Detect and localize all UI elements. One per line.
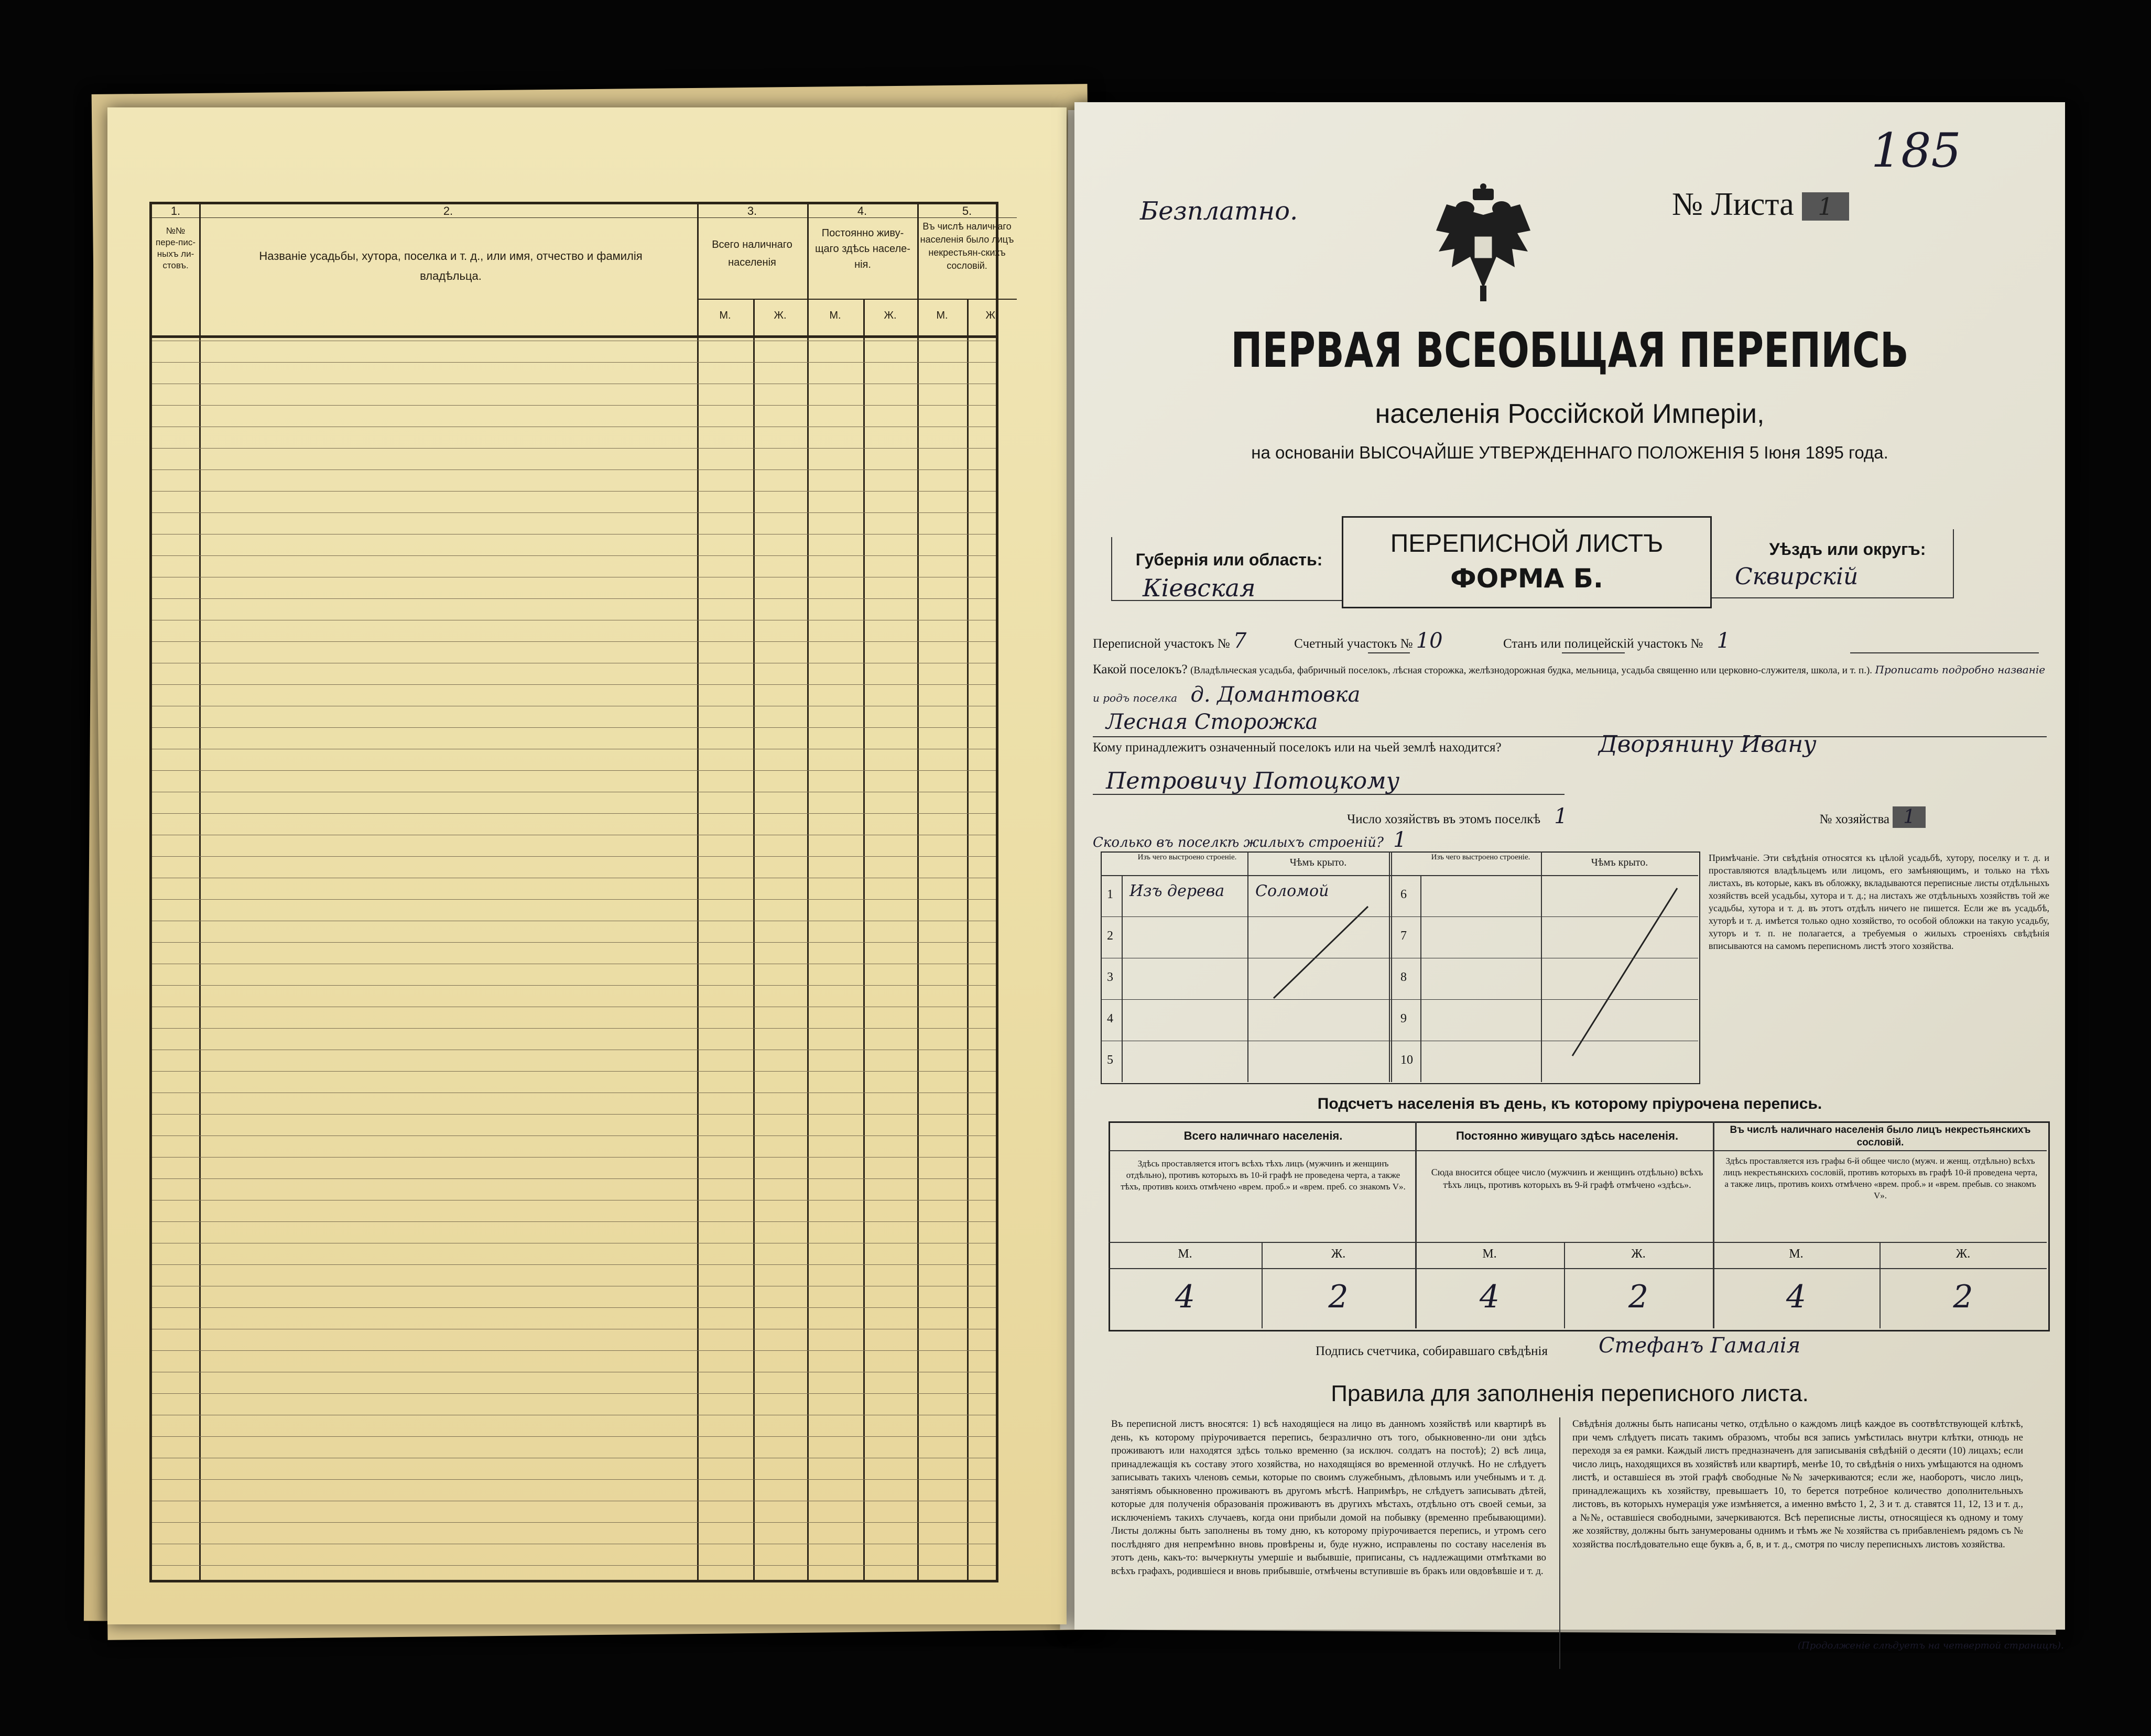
free-label: Безплатно. bbox=[1140, 196, 1298, 226]
ruled-line bbox=[152, 813, 996, 814]
column-number: 2. bbox=[443, 204, 453, 217]
owner-label: Кому принадлежитъ означенный поселокъ или на чьей землѣ находится? bbox=[1093, 740, 1502, 755]
m-label: М. bbox=[719, 310, 731, 321]
bt-row-number: 9 bbox=[1400, 1012, 1407, 1025]
col5-header: Въ числѣ наличнаго населенія было лицъ некрестьян-скихъ сословій. bbox=[920, 221, 1014, 271]
count-section-line bbox=[1562, 652, 1625, 653]
rules-right: Свѣдѣнія должны быть написаны четко, отдѣльно о каждомъ лицѣ каждое въ соотвѣтствующей клѣткѣ, при чемъ слѣдуетъ писать такимъ образомъ, чтобы вся запись умѣстилась внутри клѣтки, отнюдь не переходя за ея рамки. Каждый листъ предназначенъ для записыванія свѣдѣній о десяти (10) лицахъ; если число лицъ, находящихся въ хозяйствѣ или квартирѣ, менѣе 10, то свѣдѣнія о нихъ умѣщаются на одномъ листѣ, и оставшіеся въ этой графѣ свободные №№ зачеркиваются; если же, наоборотъ, число лицъ, принадлежащихъ къ хозяйству, превышаетъ 10, то берется потребное количество дополнительныхъ листовъ, въ которыхъ нумерація уже измѣняется, а именно вмѣсто 1, 2, 3 и т. д. ставятся 11, 12, 13 и т. д., а №№, оставшіеся свободными, зачеркиваются. Всѣ переписные листы, относящіеся къ одному и тому же хозяйству, должны быть занумерованы однимъ и тѣмъ же № хозяйства съ прибавленіемъ рядомъ съ № хозяйства послѣдовательно еще буквъ а, б, в, и т. д., смотря по числу переписныхъ листовъ хозяйства. bbox=[1572, 1418, 2023, 1550]
rules-left: Въ переписной листъ вносятся: 1) всѣ находящіеся на лицо въ данномъ хозяйствѣ или квартирѣ въ день, къ которому пріурочивается перепись, безразлично отъ того, обыкновенно-ли они здѣсь проживаютъ или находятся здѣсь только временно (за исключ. солдатъ на постоѣ); 2) всѣ лица, принадлежащія къ составу этого хозяйства, но находящіяся во временной отлучкѣ. Но не слѣдуетъ записывать такихъ членовъ семьи, которые по своимъ служебнымъ, дѣловымъ или учебнымъ и т. д. занятіямъ обыкновенно проживаютъ въ другомъ мѣстѣ. Напримѣръ, не слѣдуетъ записывать дѣтей, которые для полученія образованія проживаютъ въ другихъ мѣстахъ, отдѣльно отъ своей семьи, за исключеніемъ такихъ случаевъ, когда они прибыли домой на побывку (временно пребывающими). Листы должны быть заполнены въ тому дню, къ которому пріурочивается перепись, и утромъ сего послѣдняго дня непремѣнно вновь провѣрены и, буде нужно, исправлены по составу населенія въ этотъ день, какъ-то: вычеркнуты умершіе и выбывшіе, приписаны, съ надлежащими отмѣтками во всѣхъ графахъ, родившіеся и вновь прибывшіе, отмѣчены вступившіе въ бракъ или овдовѣвшіе и т. д. bbox=[1111, 1418, 1546, 1577]
col2-header: Названіе усадьбы, хутора, поселка и т. д., или имя, отчество и фамилія владѣльца. bbox=[259, 249, 643, 282]
ruled-line bbox=[152, 1479, 996, 1480]
bt-col1-header: Изъ чего выстроено строеніе. bbox=[1137, 853, 1237, 861]
column-divider bbox=[199, 204, 201, 1580]
settlement-value-2: Лесная Сторожка bbox=[1106, 710, 1318, 734]
main-title: ПЕРВАЯ ВСЕОБЩАЯ ПЕРЕПИСЬ bbox=[1231, 322, 1909, 378]
gubernia-label: Губернія или область: bbox=[1135, 550, 1323, 569]
count-section-label: Счетный участокъ № bbox=[1294, 637, 1413, 651]
ruled-line bbox=[152, 1028, 996, 1029]
continued-note: (Продолженіе слѣдуетъ на четвертой страницѣ). bbox=[1798, 1640, 2064, 1651]
ruled-line bbox=[152, 899, 996, 900]
owner-value-2: Петровичу Потоцкому bbox=[1106, 768, 1400, 794]
bt-col2-header: Чѣмъ крыто. bbox=[1591, 857, 1648, 868]
ruled-line bbox=[152, 1221, 996, 1222]
m-label: М. bbox=[1789, 1247, 1804, 1261]
stan-line bbox=[1850, 652, 2039, 653]
uezd-label: Уѣздъ или округъ: bbox=[1769, 540, 1926, 559]
ruled-line bbox=[152, 985, 996, 986]
left-page bbox=[107, 107, 1067, 1624]
rules-divider bbox=[1559, 1417, 1560, 1669]
ruled-line bbox=[152, 1522, 996, 1523]
form-name: ФОРМА Б. bbox=[1450, 563, 1603, 594]
households-label: Число хозяйствъ въ этомъ поселкѣ bbox=[1347, 812, 1541, 826]
tally-value: 2 bbox=[1953, 1279, 1973, 1315]
ruled-line bbox=[152, 1178, 996, 1179]
basis-line: на основаніи ВЫСОЧАЙШЕ УТВЕРЖДЕННАГО ПОЛОЖЕНІЯ 5 Іюня 1895 года. bbox=[1251, 443, 1888, 462]
zh-label: Ж. bbox=[884, 310, 897, 321]
household-no-value: 1 bbox=[1893, 806, 1926, 828]
col3-header: Всего наличнаго населенія bbox=[712, 239, 792, 268]
column-number: 5. bbox=[962, 204, 972, 217]
census-section-row bbox=[1093, 629, 2047, 653]
household-no-label: № хозяйства bbox=[1819, 812, 1890, 826]
ruled-line bbox=[152, 942, 996, 943]
buildings-label: Сколько въ поселкѣ жилыхъ строеній? bbox=[1093, 835, 1384, 850]
settlement-line bbox=[1093, 736, 2047, 737]
bt-col-line bbox=[1541, 851, 1542, 1082]
m-label: М. bbox=[1482, 1247, 1497, 1261]
bt-col1-header: Изъ чего выстроено строеніе. bbox=[1431, 853, 1530, 861]
tally-desc3: Здѣсь проставляется изъ графы 6-й общее число (мужч. и женщ. отдѣльно) всѣхъ лицъ некрестьянскихъ сословій, противъ которыхъ въ графѣ 10-й проведена черта, а также лицъ, противъ коихъ отмѣчено «врем. проб.» и «врем. пребыв. со знакомъ V». bbox=[1723, 1156, 2038, 1200]
bt-row-number: 3 bbox=[1107, 970, 1113, 984]
tally-desc2: Сюда вносится общее число (мужчинъ и женщинъ отдѣльно) всѣхъ тѣхъ лицъ, противъ которыхъ въ 9-й графѣ отмѣчено «здѣсь». bbox=[1431, 1167, 1703, 1190]
column-divider bbox=[917, 204, 919, 1580]
ruled-line bbox=[152, 1436, 996, 1437]
ruled-line bbox=[152, 1157, 996, 1158]
gubernia-value: Кіевская bbox=[1143, 574, 1256, 602]
tally-title: Подсчетъ населенія въ день, къ которому пріурочена перепись. bbox=[1317, 1095, 1822, 1112]
settlement-block bbox=[1093, 658, 2047, 710]
ruled-line bbox=[152, 512, 996, 513]
census-section-label: Переписной участокъ № bbox=[1093, 637, 1230, 651]
ruled-line bbox=[152, 1071, 996, 1072]
ruled-line bbox=[152, 405, 996, 406]
bt-row-line bbox=[1101, 999, 1698, 1000]
bt-header-line bbox=[1101, 875, 1698, 876]
bt-row-number: 10 bbox=[1400, 1053, 1413, 1067]
ruled-line bbox=[152, 362, 996, 363]
ruled-line bbox=[152, 727, 996, 728]
right-page bbox=[1074, 102, 2065, 1651]
settlement-hint: (Владѣльческая усадьба, фабричный поселокъ, лѣсная сторожка, желѣзнодорожная будка, мельница, усадьба священно или церковно-служителя, школа, и т. п.). bbox=[1190, 665, 1873, 676]
bt-row-number: 2 bbox=[1107, 929, 1113, 943]
tally-value: 2 bbox=[1328, 1279, 1349, 1315]
tally-value: 4 bbox=[1479, 1279, 1500, 1315]
ruled-line bbox=[152, 641, 996, 642]
strike-through-mark bbox=[1541, 878, 1698, 1066]
zh-label: Ж. bbox=[1331, 1247, 1346, 1261]
m-label: М. bbox=[1178, 1247, 1192, 1261]
tally-col2-header: Постоянно живущаго здѣсь населенія. bbox=[1455, 1129, 1679, 1142]
m-label: М. bbox=[936, 310, 948, 321]
households-value: 1 bbox=[1554, 804, 1568, 828]
settlement-label: Какой поселокъ? bbox=[1093, 662, 1188, 676]
ruled-line bbox=[152, 770, 996, 771]
form-title: ПЕРЕПИСНОЙ ЛИСТЪ bbox=[1390, 530, 1664, 558]
sheet-no-value: 1 bbox=[1802, 192, 1849, 221]
count-section-value: 10 bbox=[1416, 629, 1443, 653]
rules-title: Правила для заполненія переписного листа. bbox=[1331, 1381, 1809, 1406]
bt-row-number: 4 bbox=[1107, 1012, 1113, 1025]
sheet-no-label: № Листа bbox=[1672, 187, 1794, 222]
bt-row-number: 6 bbox=[1400, 888, 1407, 901]
m-label: М. bbox=[829, 310, 841, 321]
stan-label: Станъ или полицейскій участокъ № bbox=[1503, 637, 1703, 651]
bt-col-line bbox=[1122, 875, 1123, 1082]
census-section-line bbox=[1368, 652, 1410, 653]
ruled-table bbox=[149, 202, 1014, 1582]
col4-header: Постоянно живу-щаго здѣсь населе-нія. bbox=[815, 227, 910, 270]
tally-col3-header: Въ числѣ наличнаго населенія было лицъ некрестьянскихъ сословій. bbox=[1730, 1124, 2031, 1148]
signature-label: Подпись счетчика, собиравшаго свѣдѣнія bbox=[1316, 1344, 1548, 1358]
census-section-value: 7 bbox=[1233, 629, 1247, 653]
tally-col1-header: Всего наличнаго населенія. bbox=[1183, 1129, 1343, 1142]
tally-row-line bbox=[1109, 1242, 2047, 1243]
buildings-value: 1 bbox=[1393, 828, 1407, 852]
ruled-line bbox=[152, 1264, 996, 1265]
zh-label: Ж. bbox=[985, 310, 998, 321]
zh-label: Ж. bbox=[1956, 1247, 1971, 1261]
buildings-row bbox=[1093, 828, 1407, 852]
stan-value: 1 bbox=[1717, 629, 1730, 653]
ruled-line bbox=[152, 1350, 996, 1351]
bt-col-line bbox=[1420, 875, 1421, 1082]
column-number: 1. bbox=[170, 204, 181, 217]
ruled-line bbox=[152, 856, 996, 857]
signature-value: Стефанъ Гамалія bbox=[1599, 1334, 1801, 1358]
tally-desc1: Здѣсь проставляется итогъ всѣхъ тѣхъ лицъ (мужчинъ и женщинъ отдѣльно), противъ которыхъ въ 10-й графѣ не проведена черта, а также тѣхъ, противъ коихъ отмѣчено «врем. проб.» и «врем. преб. со знакомъ V». bbox=[1121, 1159, 1406, 1192]
bt-row-line bbox=[1101, 916, 1698, 917]
tally-row-line bbox=[1109, 1268, 2047, 1269]
tally-row-line bbox=[1109, 1150, 2047, 1151]
strike-through-mark bbox=[1247, 904, 1389, 1003]
zh-label: Ж. bbox=[774, 310, 787, 321]
owner-line bbox=[1093, 794, 1565, 795]
sheet-number bbox=[1672, 186, 1849, 223]
bt-row1-material: Изъ дерева bbox=[1129, 882, 1225, 900]
ruled-line bbox=[152, 1307, 996, 1308]
ruled-line bbox=[152, 1393, 996, 1394]
households-row bbox=[1347, 804, 2049, 828]
subtitle: населенія Россійской Имперіи, bbox=[1375, 399, 1765, 429]
buildings-note: Примѣчаніе. Эти свѣдѣнія относятся къ цѣлой усадьбѣ, хутору, поселку и т. д. и проставляются владѣльцемъ или лицомъ, его замѣняющимъ, и только на тѣхъ листахъ, въ которые, какъ въ обложку, вкладываются переписные листы отдѣльныхъ хозяйствъ всей усадьбы, хутора и т. д.; на листахъ же отдѣльныхъ хозяйствъ той же усадьбы, хутора и т. д. въ этотъ отдѣлъ ничего не пишется. Если же въ усадьбѣ, хуторѣ и т. д. имѣется только одно хозяйство, то особой обложки на такую усадьбу, хуторъ и т. п. не полагается, а требуемыя о жилыхъ строеніяхъ свѣдѣнія вписываются на самомъ переписномъ листѣ этого хозяйства. bbox=[1709, 853, 2049, 951]
tally-value: 4 bbox=[1786, 1279, 1807, 1315]
column-number: 4. bbox=[857, 204, 867, 217]
bt-row-number: 7 bbox=[1400, 929, 1407, 943]
zh-label: Ж. bbox=[1631, 1247, 1646, 1261]
ruled-line bbox=[152, 555, 996, 556]
ruled-line bbox=[152, 598, 996, 599]
settlement-value-1: д. Домантовка bbox=[1190, 683, 1361, 707]
imperial-eagle-icon bbox=[1431, 183, 1536, 304]
ruled-line bbox=[152, 1114, 996, 1115]
ruled-line bbox=[152, 684, 996, 685]
ruled-line bbox=[152, 491, 996, 492]
tally-value: 2 bbox=[1628, 1279, 1649, 1315]
uezd-value: Сквирскій bbox=[1735, 563, 1859, 590]
tally-value: 4 bbox=[1175, 1279, 1196, 1315]
column-divider bbox=[697, 204, 699, 1580]
bt-mid-divider bbox=[1389, 851, 1392, 1082]
settlement-instruction: Прописать подробно названіе и родъ поселка bbox=[1093, 663, 2046, 704]
owner-value-1: Дворянину Ивану bbox=[1599, 731, 1817, 758]
column-divider bbox=[807, 204, 809, 1580]
header-subdivider bbox=[697, 299, 1017, 300]
bt-row-number: 8 bbox=[1400, 970, 1407, 984]
col1-header: №№ пере-пис-ныхъ ли-стовъ. bbox=[155, 226, 196, 270]
bt-row1-roof: Соломой bbox=[1255, 882, 1329, 900]
bt-col2-header: Чѣмъ крыто. bbox=[1289, 857, 1347, 868]
bt-col-line bbox=[1247, 851, 1248, 1082]
bt-row-number: 1 bbox=[1107, 888, 1113, 901]
column-number: 3. bbox=[747, 204, 757, 217]
archive-number: 185 bbox=[1871, 123, 1961, 178]
ruled-line bbox=[152, 448, 996, 449]
ruled-line bbox=[152, 1565, 996, 1566]
bt-row-number: 5 bbox=[1107, 1053, 1113, 1067]
